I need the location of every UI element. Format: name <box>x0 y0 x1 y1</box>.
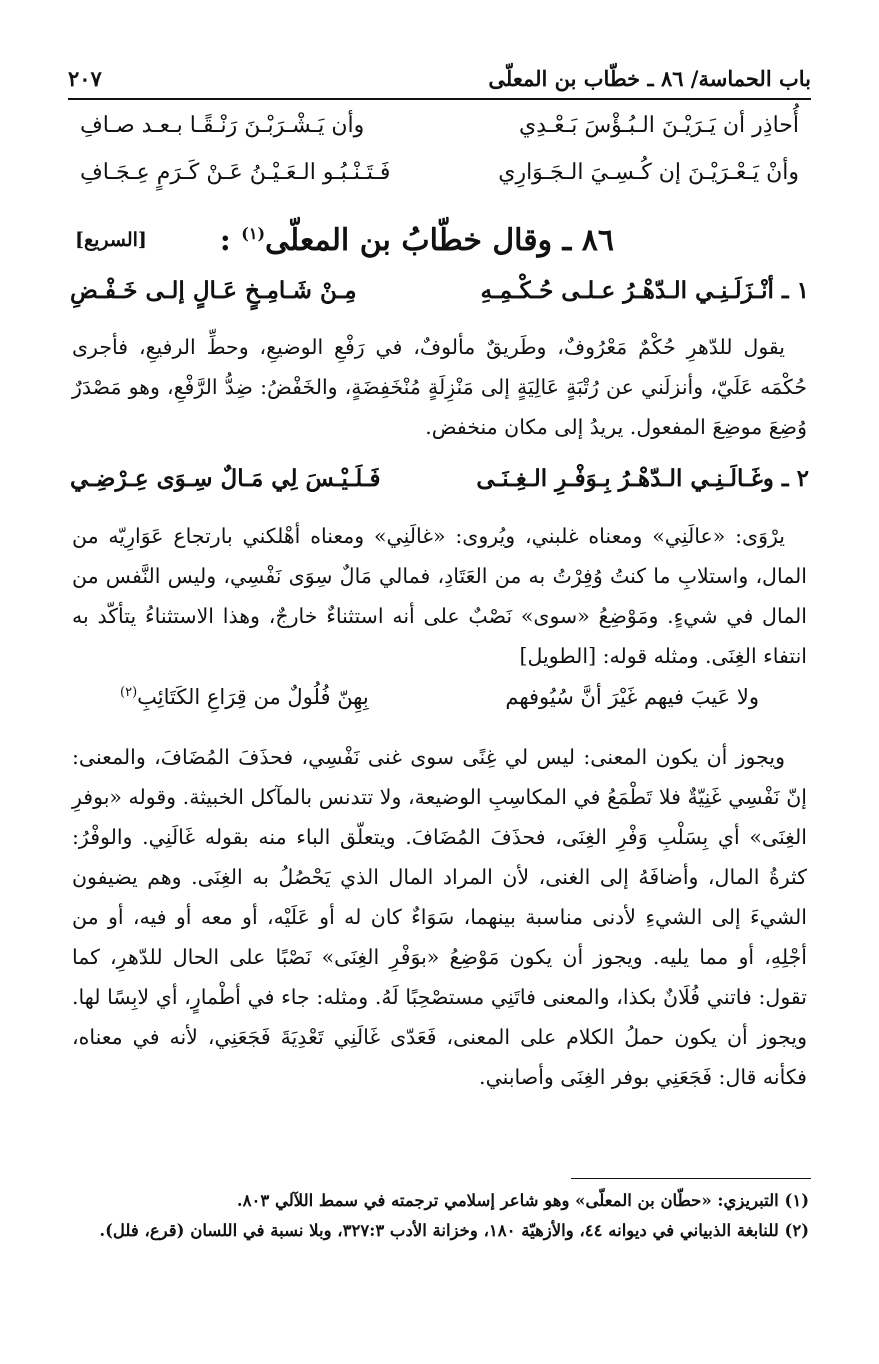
quoted-verse <box>120 685 759 709</box>
verse-hemistich-1: أُحاذِر أن يَـرَيْـنَ الـبُـؤْسَ بَـعْـدِي <box>518 113 799 138</box>
verse-hemistich-2: فَـلَـيْـسَ لِي مَـالٌ سِـوَى عِـرْضِـي <box>70 465 381 492</box>
opening-verse-2 <box>80 160 799 185</box>
commentary-paragraph-3: ويجوز أن يكون المعنى: ليس لي غِنًى سوى غنى نَفْسِي، فحذَفَ المُضَافَ، والمعنى: إنّ نَفْسِي غَنِيّةٌ فلا تَطْمَعُ في المكاسِبِ الوضيعة، ولا تتدنس بالمآكل الخبيثة. وقوله «بوفرِ الغِنَى» أي بِسَلْبِ وَفْرِ الغِنَى، فحذَفَ المُضَافَ. ويتعلّق الباء منه بقوله غَالَنِي. والوفْرُ: كثرةُ المال، وأضافَهُ إلى الغنى، لأن المراد المال الذي يَحْصُلُ به الغِنَى. وهم يضيفون الشيءَ إلى الشيءِ لأدنى مناسبة بينهما، سَوَاءٌ كان له أو عَلَيْه، أو معه أو فيه، أو من أجْلِهِ، أو مما يليه. ويجوز أن يكون مَوْضِعُ «بوَفْرِ الغِنَى» نَصْبًا على الحال للدّهرِ، كما تقول: فاتني فُلَانٌ بكذا، والمعنى فاتَنِي مستصْحِبًا لَهُ. ومثله: جاء في أطْمارٍ، أي لابِسًا لها. ويجوز أن يكون حملُ الكلام على المعنى، فَعَدّى غَالَنِي تَعْدِيَةَ فَجَعَنِي، لأنه في معناه، فكأنه قال: فَجَعَنِي بوفر الغِنَى وأصابني. <box>72 745 807 1089</box>
verse-hemistich-1: ٢ ـ وغَـالَـنِـي الـدّهْـرُ بِـوَفْـرِ الـغِـنَـى <box>476 465 809 492</box>
footnote-1: (١) التبريزي: «حطّان بن المعلّى» وهو شاعر إسلامي ترجمته في سمط اللآلي ٨٠٣. <box>236 1191 809 1210</box>
footnote-separator <box>571 1178 811 1179</box>
verse-hemistich-2: فَـتَـنْـبُـو الـعَـيْـنُ عَـنْ كَـرَمٍ عِـجَـافِ <box>80 160 391 185</box>
hemistich-text: بِهِنّ فُلُولٌ من قِرَاعِ الكَتَائِبِ <box>137 685 369 709</box>
verse-hemistich-2: مِـنْ شَـامِـخٍ عَـالٍ إلـى خَـفْـضِ <box>70 277 357 304</box>
verse-hemistich-1: ١ ـ أنْـزَلَـنِـي الـدّهْـرُ عـلـى حُـكْـمِـهِ <box>480 277 809 304</box>
running-header <box>68 58 811 100</box>
verse-hemistich-2: وأن يَـشْـرَبْـنَ رَنْـقًـا بـعـد صـافِ <box>80 113 365 138</box>
title-text: ٨٦ ـ وقال خطّابُ بن المعلّى <box>265 222 614 258</box>
verse-hemistich-1: وأنْ يَـعْـرَيْـنَ إن كُـسِـيَ الـجَـوَارِي <box>498 160 799 185</box>
opening-verse-1 <box>80 113 799 138</box>
commentary-paragraph-1: يقول للدّهرِ حُكْمٌ مَعْرُوفٌ، وطَريقٌ مألوفٌ، في رَفْعِ الوضيعِ، وحطِّ الرفيعِ، فأجرى حُكْمَه عَلَيّ، وأنزلَني عن رُتْبَةٍ عَالِيَةٍ إلى مَنْزِلَةٍ مُنْخَفِضَةٍ، والخَفْضُ: ضِدُّ الرَّفْعِ، وهو مَصْدَرٌ وُضِعَ موضِعَ المفعول. يريدُ إلى مكان منخفض. <box>72 335 807 439</box>
section-title <box>75 215 804 265</box>
verse-hemistich-2 <box>120 685 369 709</box>
title-colon: : <box>219 222 231 258</box>
quote-footnote-mark: (٢) <box>120 685 138 700</box>
poem-verse-1 <box>70 277 809 304</box>
poem-title <box>220 223 804 258</box>
commentary-paragraph-2: يرْوَى: «عالَنِي» ومعناه غلبني، ويُروى: «غالَنِي» ومعناه أهْلكني بارتجاع عَوَارِيّه من المال، واستلابِ ما كنتُ وُفِرْتُ به من العَتَادِ، فمالي مَالٌ سِوَى نَفْسِي، وليس النَّفس من المال في شيءٍ. ومَوْضِعُ «سوى» نَصْبٌ على أنه استثناءٌ خارجٌ، وهذا الاستثناءُ يتأكّد به انتفاء الغِنَى. ومثله قوله: [الطويل] <box>72 524 807 668</box>
verse-hemistich-1: ولا عَيبَ فيهم غَيْرَ أنَّ سُيُوفهم <box>505 685 759 709</box>
page-number: ٢٠٧ <box>68 65 102 91</box>
footnote-2: (٢) للنابغة الذبياني في ديوانه ٤٤، والأزهيّة ١٨٠، وخزانة الأدب ٣٢٧:٣، وبلا نسبة في اللسان (قرع، فلل). <box>99 1221 809 1240</box>
chapter-heading: باب الحماسة/ ٨٦ ـ خطّاب بن المعلّى <box>488 65 811 91</box>
poem-verse-2 <box>70 465 809 492</box>
meter-label: [السريع] <box>75 229 147 251</box>
title-footnote-mark: (١) <box>241 223 266 243</box>
